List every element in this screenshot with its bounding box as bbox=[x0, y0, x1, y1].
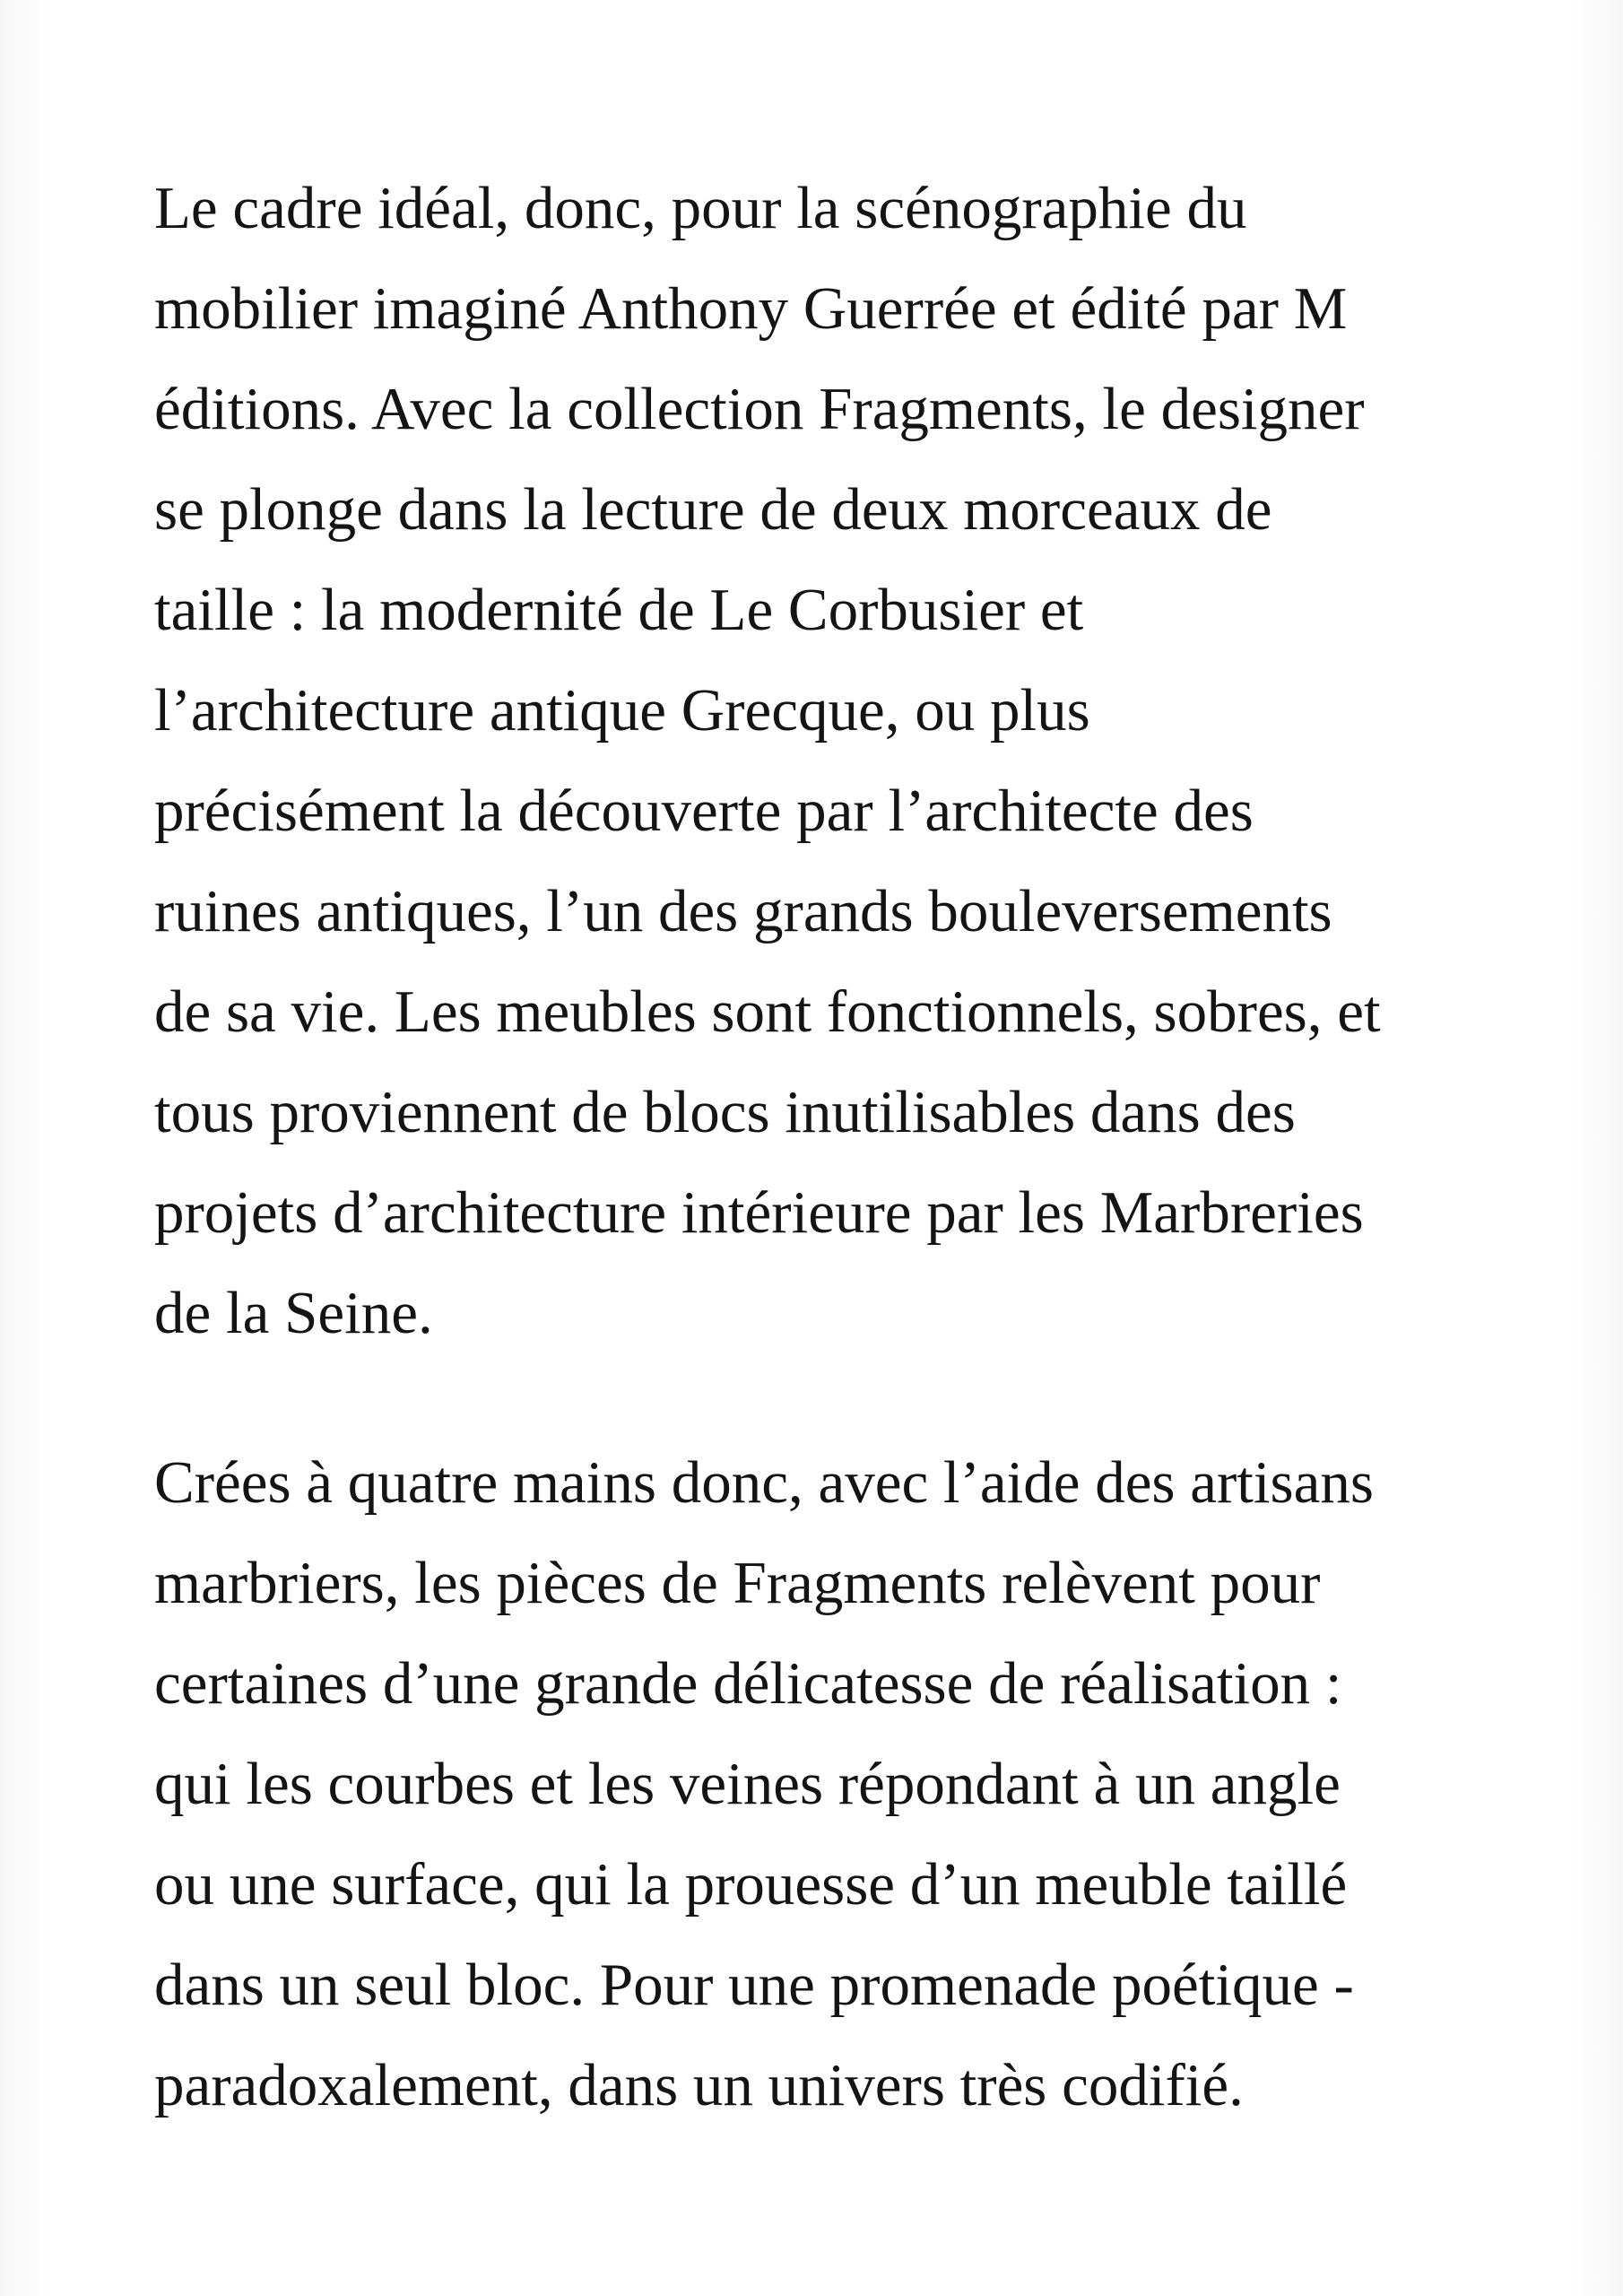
paragraph-1 bbox=[154, 158, 1517, 1363]
text-line: de sa vie. Les meubles sont fonctionnels, sobres, et bbox=[154, 978, 1381, 1045]
paragraph-2 bbox=[154, 1432, 1517, 2135]
text-line: l’architecture antique Grecque, ou plus bbox=[154, 677, 1090, 744]
text-line: certaines d’une grande délicatesse de réalisation : bbox=[154, 1650, 1342, 1717]
text-line: dans un seul bloc. Pour une promenade poétique - bbox=[154, 1952, 1354, 2018]
text-line: tous proviennent de blocs inutilisables dans des bbox=[154, 1079, 1296, 1145]
text-line: précisément la découverte par l’architecte des bbox=[154, 778, 1254, 844]
text-line: ruines antiques, l’un des grands bouleversements bbox=[154, 878, 1332, 944]
text-line: Le cadre idéal, donc, pour la scénographie du bbox=[154, 175, 1247, 241]
text-line: taille : la modernité de Le Corbusier et bbox=[154, 577, 1084, 643]
text-line: de la Seine. bbox=[154, 1280, 433, 1346]
text-line: projets d’architecture intérieure par les Marbreries bbox=[154, 1179, 1364, 1246]
text-line: qui les courbes et les veines répondant à un angle bbox=[154, 1751, 1341, 1817]
text-line: se plonge dans la lecture de deux morceaux de bbox=[154, 476, 1272, 543]
text-line: ou une surface, qui la prouesse d’un meuble taillé bbox=[154, 1851, 1348, 1918]
text-line: paradoxalement, dans un univers très codifié. bbox=[154, 2052, 1244, 2118]
text-line: Crées à quatre mains donc, avec l’aide des artisans bbox=[154, 1449, 1374, 1516]
text-line: éditions. Avec la collection Fragments, le designer bbox=[154, 376, 1365, 442]
text-line: mobilier imaginé Anthony Guerrée et édité par M bbox=[154, 275, 1348, 342]
text-line: marbriers, les pièces de Fragments relèvent pour bbox=[154, 1550, 1321, 1616]
